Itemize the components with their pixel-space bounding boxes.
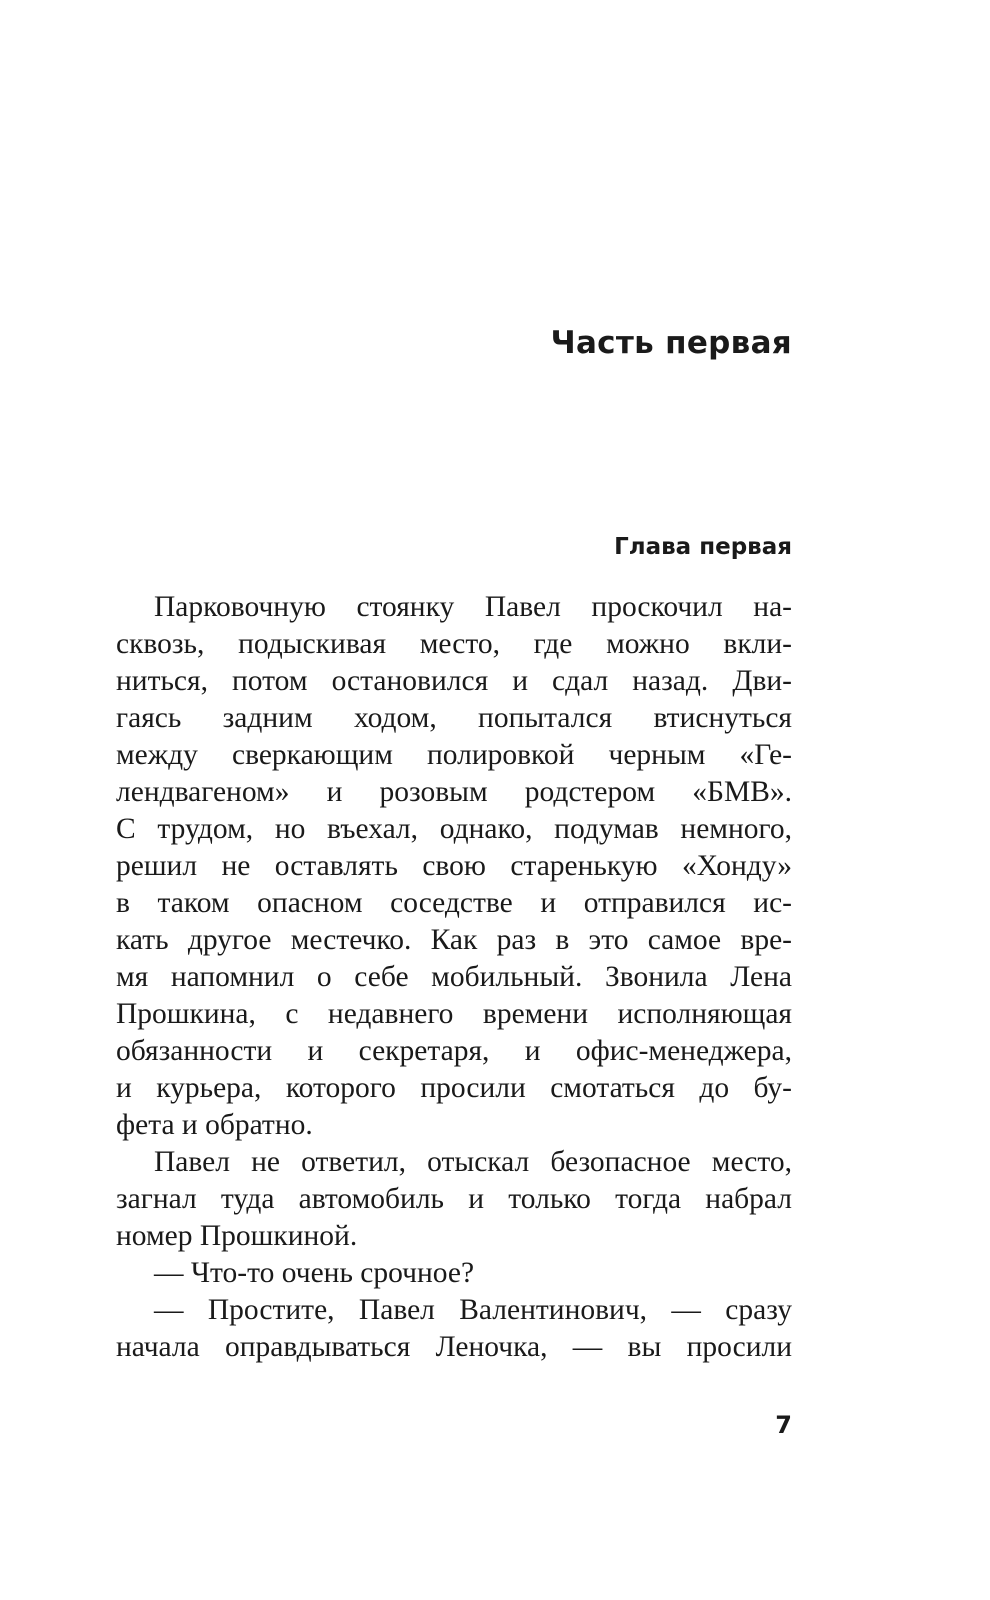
text-line: кать другое местечко. Как раз в это самое вре- bbox=[116, 924, 792, 956]
text-line: — Что-то очень срочное? bbox=[154, 1257, 475, 1289]
text-line: номер Прошкиной. bbox=[116, 1220, 358, 1252]
text-line: ниться, потом остановился и сдал назад. Дви- bbox=[116, 665, 792, 697]
text-line: и курьера, которого просили смотаться до бу- bbox=[116, 1072, 792, 1104]
text-line: в таком опасном соседстве и отправился ис- bbox=[116, 887, 792, 919]
text-line: гаясь задним ходом, попытался втиснуться bbox=[116, 702, 792, 734]
text-line: Павел не ответил, отыскал безопасное место, bbox=[154, 1146, 792, 1178]
text-line: сквозь, подыскивая место, где можно вкли- bbox=[116, 628, 792, 660]
text-line: С трудом, но въехал, однако, подумав немного, bbox=[116, 813, 792, 845]
paragraph bbox=[116, 1144, 792, 1255]
page-number: 7 bbox=[775, 1411, 792, 1439]
text-line: Парковочную стоянку Павел проскочил на- bbox=[154, 591, 792, 623]
paragraph bbox=[116, 1255, 792, 1292]
body-text bbox=[116, 589, 792, 1366]
paragraph bbox=[116, 1292, 792, 1366]
text-line: Прошкина, с недавнего времени исполняющая bbox=[116, 998, 792, 1030]
text-line: между сверкающим полировкой черным «Ге- bbox=[116, 739, 792, 771]
text-line: — Простите, Павел Валентинович, — сразу bbox=[154, 1294, 792, 1326]
chapter-title: Глава первая bbox=[614, 534, 792, 560]
part-title: Часть первая bbox=[550, 325, 792, 361]
text-line: фета и обратно. bbox=[116, 1109, 313, 1141]
text-line: мя напомнил о себе мобильный. Звонила Лена bbox=[116, 961, 792, 993]
text-line: загнал туда автомобиль и только тогда набрал bbox=[116, 1183, 792, 1215]
text-line: обязанности и секретаря, и офис-менеджера, bbox=[116, 1035, 792, 1067]
text-line: лендвагеном» и розовым родстером «БМВ». bbox=[116, 776, 792, 808]
text-line: решил не оставлять свою старенькую «Хонду» bbox=[116, 850, 792, 882]
paragraph bbox=[116, 589, 792, 1144]
text-line: начала оправдываться Леночка, — вы просили bbox=[116, 1331, 792, 1363]
